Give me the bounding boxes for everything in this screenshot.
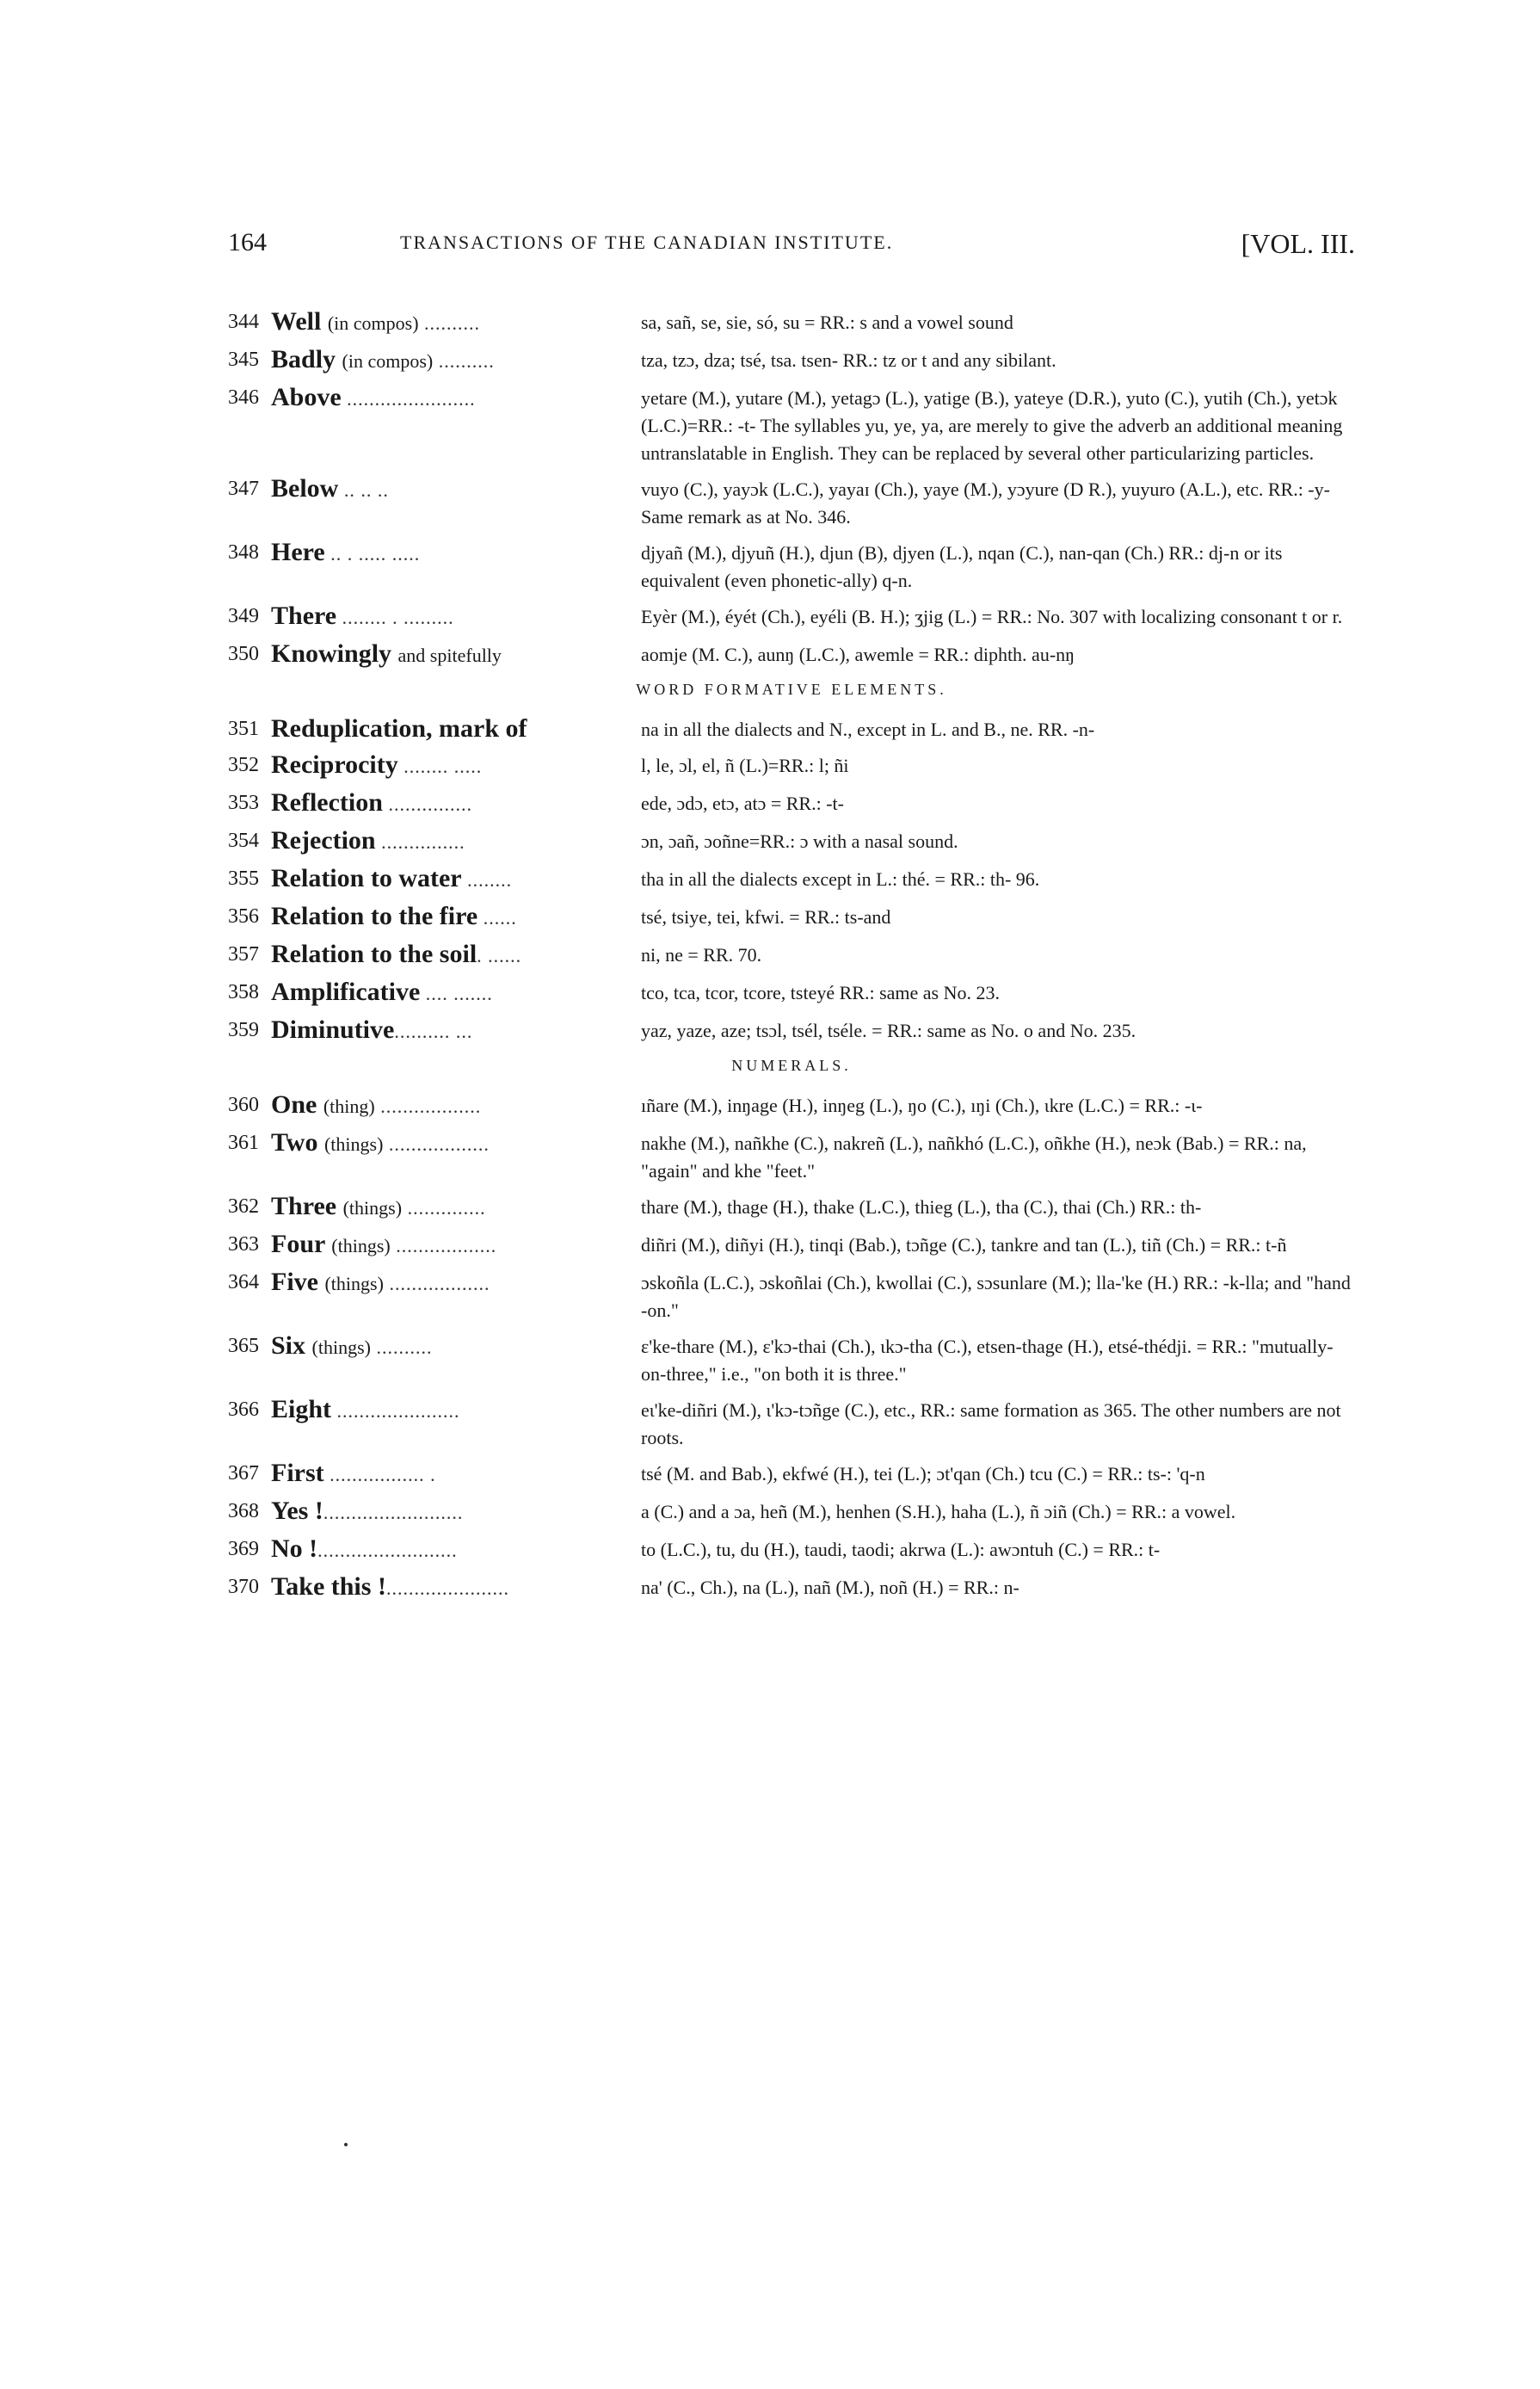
entry — [228, 602, 1355, 633]
entry-text: ɔskoñla (L.C.), ɔskoñlai (Ch.), kwollai (C.), sɔsunlare (M.); lla-'ke (H.) RR.: -k-lla; and "hand -on." — [641, 1272, 1351, 1321]
entry-text: tsé (M. and Bab.), ekfwé (H.), tei (L.); ɔt'qan (Ch.) tcu (C.) = RR.: ts-: 'q-n — [641, 1463, 1205, 1485]
entry — [228, 1090, 1355, 1121]
entry — [228, 1192, 1355, 1223]
page — [228, 228, 1355, 1610]
entry — [228, 1459, 1355, 1490]
entry — [228, 1015, 1355, 1046]
entry — [228, 978, 1355, 1009]
entry — [228, 902, 1355, 933]
entry-text: tza, tzɔ, dza; tsé, tsa. tsen- RR.: tz or t and any sibilant. — [641, 349, 1056, 371]
entry-text: nakhe (M.), nañkhe (C.), nakreñ (L.), nañkhó (L.C.), oñkhe (H.), neɔk (Bab.) = RR.: na, "again" and khe "feet." — [641, 1133, 1307, 1182]
entry-number: 347 — [228, 478, 259, 500]
entry-text: ni, ne = RR. 70. — [641, 944, 762, 966]
entry-label: Take this !...................... — [271, 1572, 509, 1601]
entry-label: Relation to the fire ...... — [271, 902, 517, 930]
entry-number: 351 — [228, 718, 259, 740]
entry-label: Reduplication, mark of — [271, 714, 527, 743]
entry-text: tha in all the dialects except in L.: thé. = RR.: th- 96. — [641, 868, 1040, 890]
entry-number: 359 — [228, 1019, 259, 1041]
entry-number: 368 — [228, 1500, 259, 1522]
entry-label: First ................. . — [271, 1459, 436, 1487]
entry — [228, 307, 1355, 338]
entries-block-3 — [228, 1090, 1355, 1603]
entries-block-1 — [228, 307, 1355, 670]
entry-text: ɛ'ke-thare (M.), ɛ'kɔ-thai (Ch.), ɩkɔ-tha (C.), etsen-thage (H.), etsé-thédji. = RR.: "mutually-on-three," i.e., "on both it is three." — [641, 1336, 1334, 1385]
entry — [228, 750, 1355, 781]
entry — [228, 1572, 1355, 1603]
page-mark — [344, 2143, 348, 2146]
entry-label: Above ....................... — [271, 383, 476, 411]
entry-label: Relation to the soil. ...... — [271, 940, 522, 968]
entry-number: 345 — [228, 349, 259, 371]
entry-number: 354 — [228, 830, 259, 852]
entry — [228, 1395, 1355, 1452]
entry-label: Reflection ............... — [271, 788, 472, 817]
entry-label: Reciprocity ........ ..... — [271, 750, 483, 779]
entry-label: Well (in compos) .......... — [271, 307, 481, 336]
entry-label: Yes !......................... — [271, 1497, 464, 1525]
section-heading-numerals: NUMERALS. — [731, 1057, 852, 1074]
entry-label: Six (things) .......... — [271, 1331, 433, 1360]
entry-text: thare (M.), thage (H.), thake (L.C.), thieg (L.), tha (C.), thai (Ch.) RR.: th- — [641, 1196, 1202, 1218]
entry-text: diñri (M.), diñyi (H.), tinqi (Bab.), tɔñge (C.), tankre and tan (L.), tiñ (Ch.) = RR.: t-ñ — [641, 1234, 1287, 1256]
entry — [228, 1497, 1355, 1528]
entry-text: tsé, tsiye, tei, kfwi. = RR.: ts-and — [641, 906, 891, 928]
section-heading-formative: WORD FORMATIVE ELEMENTS. — [636, 681, 947, 698]
entry-text: yetare (M.), yutare (M.), yetagɔ (L.), yatige (B.), yateye (D.R.), yuto (C.), yutih (Ch.), yetɔk (L.C.)=RR.: -t- The syllables yu, ye, ya, are merely to give the adverb an additional meaning untranslatable in English. They can be replaced by several other particularizing particles. — [641, 387, 1343, 464]
entry-label: Badly (in compos) .......... — [271, 345, 495, 373]
entry-text: djyañ (M.), djyuñ (H.), djun (B), djyen (L.), nqan (C.), nan-qan (Ch.) RR.: dj-n or its equivalent (even phonetic-ally) q-n. — [641, 542, 1283, 591]
entry-number: 366 — [228, 1398, 259, 1421]
entry-number: 356 — [228, 905, 259, 928]
entry — [228, 474, 1355, 531]
entry-number: 364 — [228, 1271, 259, 1293]
entry — [228, 345, 1355, 376]
entries-block-2 — [228, 714, 1355, 1046]
entry-number: 355 — [228, 867, 259, 890]
entry — [228, 788, 1355, 819]
entry-text: ıñare (M.), inŋage (H.), inŋeg (L.), ŋo (C.), ıŋi (Ch.), ɩkre (L.C.) = RR.: -ɩ- — [641, 1095, 1203, 1116]
entry — [228, 714, 1355, 744]
volume-label: [VOL. III. — [1241, 228, 1355, 259]
running-title: TRANSACTIONS OF THE CANADIAN INSTITUTE. — [400, 231, 894, 253]
entry-number: 365 — [228, 1335, 259, 1357]
page-header — [228, 228, 1355, 280]
entry-number: 358 — [228, 981, 259, 1003]
entry-number: 348 — [228, 541, 259, 564]
entry-text: l, le, ɔl, el, ñ (L.)=RR.: l; ñi — [641, 755, 849, 776]
entry-number: 353 — [228, 792, 259, 814]
entry-label: Eight ...................... — [271, 1395, 460, 1423]
entry — [228, 383, 1355, 467]
entry — [228, 1230, 1355, 1261]
entry-number: 357 — [228, 943, 259, 966]
entry-label: Five (things) .................. — [271, 1268, 490, 1296]
entry-label: Below .. .. .. — [271, 474, 389, 503]
entry-label: Two (things) .................. — [271, 1128, 490, 1157]
entry-text: to (L.C.), tu, du (H.), taudi, taodi; akrwa (L.): awɔntuh (C.) = RR.: t- — [641, 1539, 1161, 1560]
entry-label: Amplificative .... ....... — [271, 978, 493, 1006]
entry — [228, 1331, 1355, 1388]
entry — [228, 940, 1355, 971]
entry-label: Relation to water ........ — [271, 864, 513, 892]
entry-text: yaz, yaze, aze; tsɔl, tsél, tséle. = RR.: same as No. o and No. 235. — [641, 1020, 1137, 1041]
entry-text: a (C.) and a ɔa, heñ (M.), henhen (S.H.), haha (L.), ñ ɔiñ (Ch.) = RR.: a vowel. — [641, 1501, 1236, 1522]
entry-text: aomje (M. C.), aunŋ (L.C.), awemle = RR.: diphth. au-nŋ — [641, 644, 1075, 665]
entry-label: Diminutive.......... ... — [271, 1015, 473, 1044]
entry-number: 370 — [228, 1576, 259, 1598]
entry-number: 361 — [228, 1132, 259, 1154]
entry-text: tco, tca, tcor, tcore, tsteyé RR.: same as No. 23. — [641, 982, 1001, 1003]
entry-text: eɩ'ke-diñri (M.), ɩ'kɔ-tɔñge (C.), etc., RR.: same formation as 365. The other numbers are not roots. — [641, 1399, 1341, 1448]
entry-text: Eyèr (M.), éyét (Ch.), eyéli (B. H.); ʒjig (L.) = RR.: No. 307 with localizing consonant t or r. — [641, 606, 1343, 627]
entry-number: 369 — [228, 1538, 259, 1560]
entry-label: Knowingly and spitefully — [271, 639, 502, 668]
entry-label: Here .. . ..... ..... — [271, 538, 421, 566]
entry-number: 363 — [228, 1233, 259, 1256]
entry-text: ɔn, ɔañ, ɔoñne=RR.: ɔ with a nasal sound. — [641, 830, 958, 852]
entry-label: One (thing) .................. — [271, 1090, 482, 1119]
entry-label: There ........ . ......... — [271, 602, 454, 630]
entry-label: Rejection ............... — [271, 826, 465, 855]
entry-label: Three (things) .............. — [271, 1192, 486, 1220]
entry-label: Four (things) .................. — [271, 1230, 497, 1258]
entry-text: vuyo (C.), yayɔk (L.C.), yayaɪ (Ch.), yaye (M.), yɔyure (D R.), yuyuro (A.L.), etc. RR.: -y- Same remark as at No. 346. — [641, 478, 1330, 528]
entry-text: ede, ɔdɔ, etɔ, atɔ = RR.: -t- — [641, 793, 844, 814]
entry — [228, 1128, 1355, 1185]
entry-text: sa, sañ, se, sie, só, su = RR.: s and a vowel sound — [641, 312, 1013, 333]
entry-number: 360 — [228, 1094, 259, 1116]
entry-number: 349 — [228, 605, 259, 627]
entry-number: 350 — [228, 643, 259, 665]
entry-number: 346 — [228, 386, 259, 409]
page-number: 164 — [228, 228, 267, 256]
entry-number: 367 — [228, 1462, 259, 1485]
entry-number: 362 — [228, 1195, 259, 1218]
entry-number: 344 — [228, 311, 259, 333]
entry-label: No !......................... — [271, 1534, 458, 1563]
entry-text: na in all the dialects and N., except in L. and B., ne. RR. -n- — [641, 719, 1095, 740]
entry — [228, 1268, 1355, 1324]
entry — [228, 1534, 1355, 1565]
entry-number: 352 — [228, 754, 259, 776]
entry — [228, 826, 1355, 857]
entry-text: na' (C., Ch.), na (L.), nañ (M.), noñ (H.) = RR.: n- — [641, 1577, 1019, 1598]
entry — [228, 538, 1355, 595]
entry — [228, 864, 1355, 895]
entry — [228, 639, 1355, 670]
